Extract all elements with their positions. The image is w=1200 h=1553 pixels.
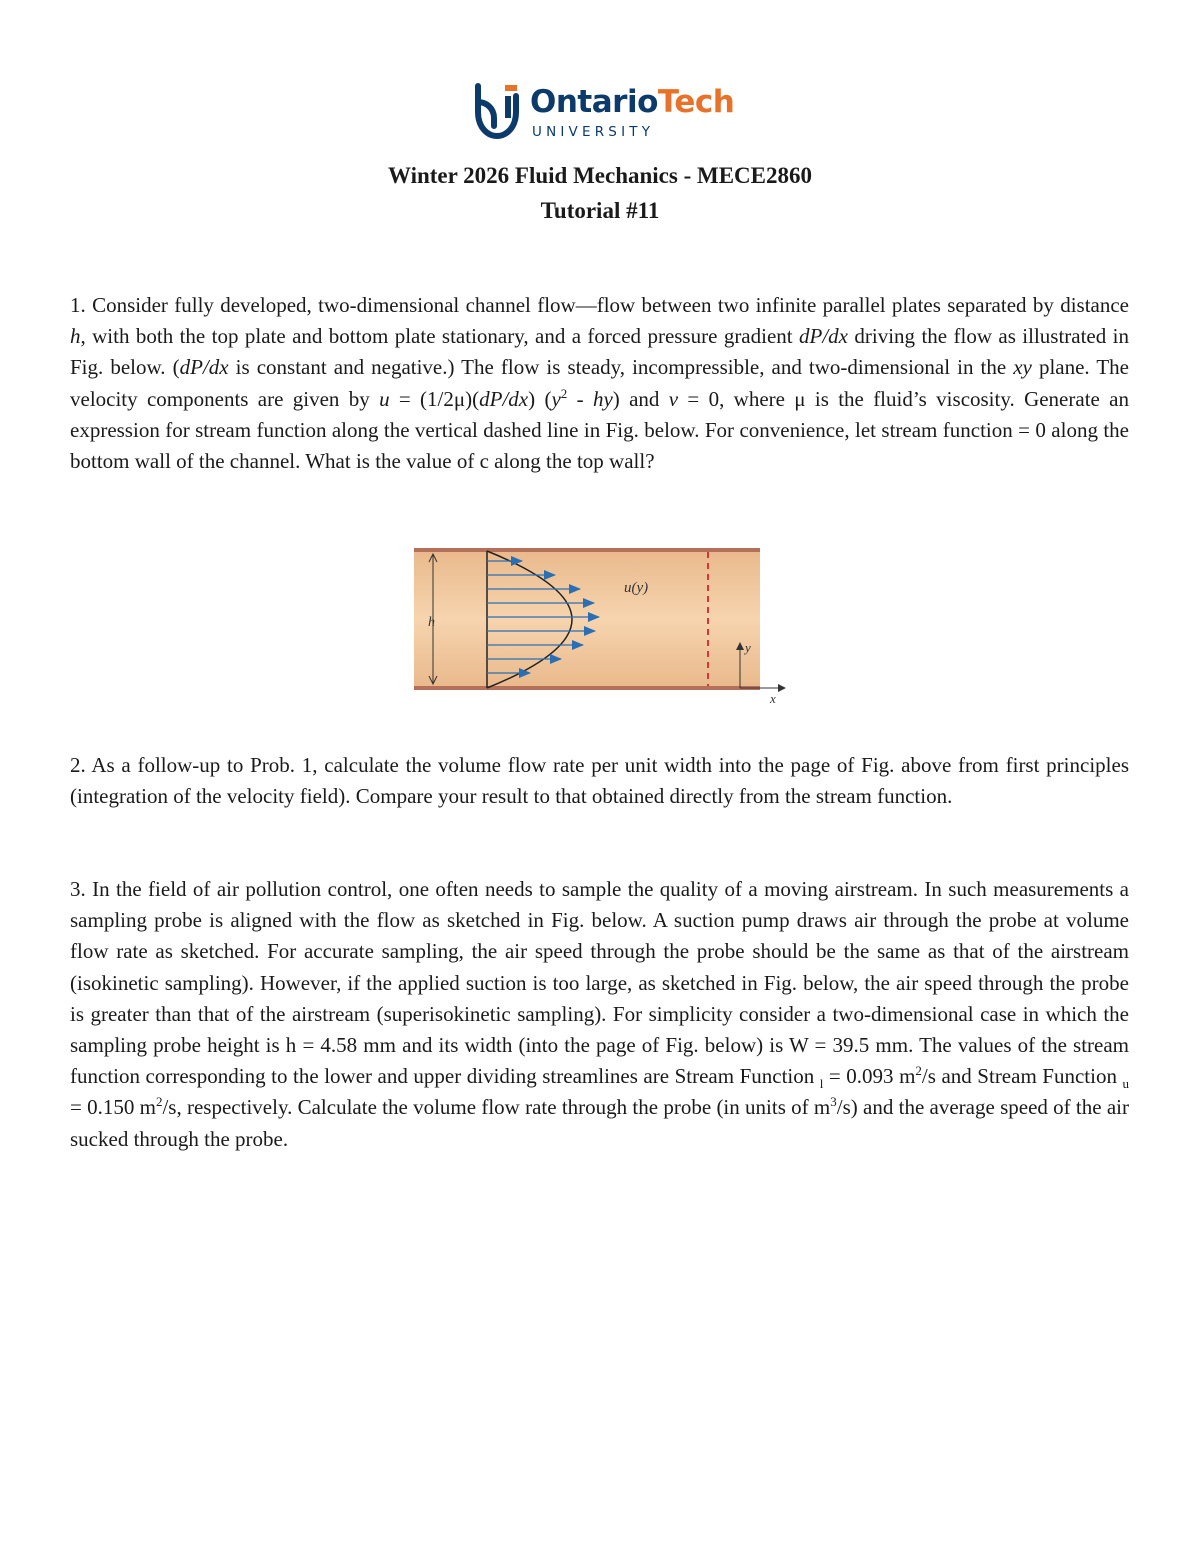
- logo-subtitle: UNIVERSITY: [532, 124, 655, 140]
- problem-2-text: 2. As a follow-up to Prob. 1, calculate the volume flow rate per unit width into the page of Fig. above from first principles (integration of the velocity field). Compare your result to that obtained directly from the stream function.: [70, 753, 1129, 809]
- channel-flow-diagram: [402, 540, 792, 710]
- logo-name-ontario: Ontario: [530, 84, 658, 120]
- logo-wordmark: [530, 80, 734, 124]
- label-h: h: [428, 615, 435, 630]
- document-title: Winter 2026 Fluid Mechanics - MECE2860: [387, 163, 812, 188]
- ontario-tech-logo: [472, 80, 742, 142]
- label-x: x: [770, 691, 776, 706]
- document-subtitle: Tutorial #11: [540, 198, 660, 223]
- bottom-wall: [414, 686, 760, 690]
- problem-3-text: 3. In the field of air pollution control, one often needs to sample the quality of a moving airstream. In such measurements a sampling probe is aligned with the flow as sketched in Fig. below. A suction pump draws air through the probe at volume flow rate as sketched. For accurate sampling, the air speed through the probe should be the same as that of the airstream (isokinetic sampling). However, if the applied suction is too large, as sketched in Fig. below, the air speed through the probe is greater than that of the airstream (superisokinetic sampling). For simplicity consider a two-dimensional case in which the sampling probe height is h = 4.58 mm and its width (into the page of Fig. below) is W = 39.5 mm. The values of the stream function corresponding to the lower and upper dividing streamlines are Stream Function $_l$ = 0.093 $m^2/s$ and Stream Function $_u$ = 0.150 $m^2/s$, respectively. Calculate the volume flow rate through the probe (in units of $m^3/s$) and the average speed of the air sucked through the probe.: [70, 877, 1130, 1151]
- ontario-tech-shield-icon: [472, 82, 522, 140]
- label-u-y: u(y): [624, 580, 649, 596]
- problem-1-text: 1. Consider fully developed, two-dimensional channel flow—flow between two infinite parallel plates separated by distance h, with both the top plate and bottom plate stationary, and a forced pressure gradient dP/dx driving the flow as illustrated in Fig. below. (dP/dx is constant and negative.) The flow is steady, incompressible, and two-dimensional in the xy plane. The velocity components are given by u = (1/2μ)(dP/dx) $(y^2 - hy)$ and v = 0, where μ is the fluid’s viscosity. Generate an expression for stream function along the vertical dashed line in Fig. below. For convenience, let stream function = 0 along the bottom wall of the channel. What is the value of c along the top wall?: [70, 293, 1130, 474]
- channel-flow-figure: [402, 540, 792, 710]
- label-y: y: [745, 640, 751, 655]
- top-wall: [414, 548, 760, 552]
- logo-name-tech: Tech: [657, 84, 735, 120]
